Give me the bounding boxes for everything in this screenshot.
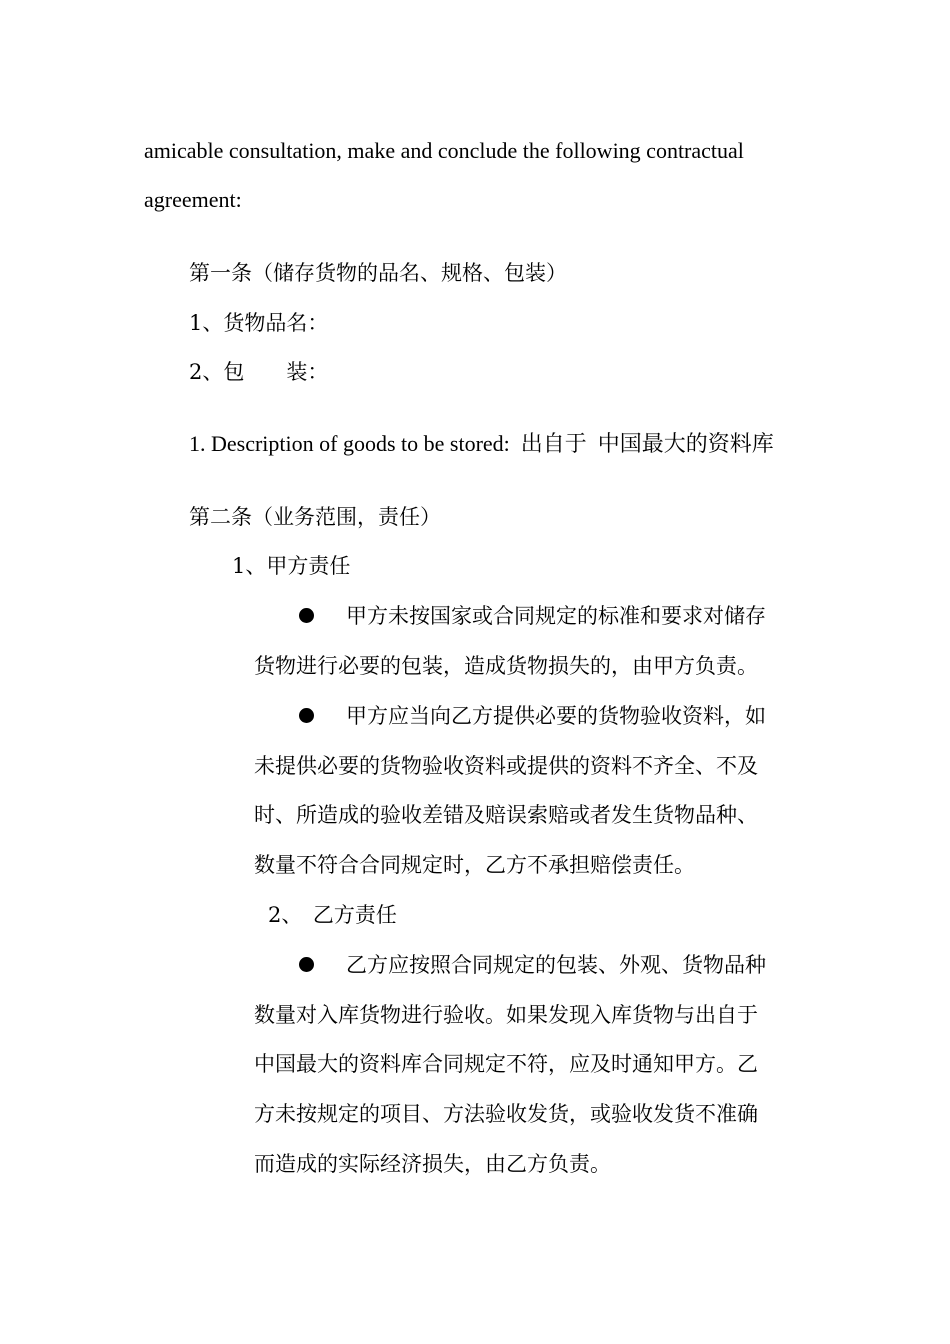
party-b-bullet-1-line-1: 乙方应按照合同规定的包装、外观、货物品种 (346, 953, 766, 977)
article-1-heading: 第一条（储存货物的品名、规格、包装） (189, 261, 567, 285)
party-a-bullet-1-line-1: 甲方未按国家或合同规定的标准和要求对储存 (346, 604, 766, 628)
article-1-item-1: 1、货物品名： (189, 311, 329, 335)
article-1-english: 1. Description of goods to be stored: 出自于 中国最大的资料库 (189, 431, 774, 456)
party-b-bullet-1-line-5: 而造成的实际经济损失，由乙方负责。 (254, 1152, 611, 1176)
bullet-icon (299, 608, 314, 623)
article-2-heading: 第二条（业务范围，责任） (189, 505, 441, 529)
party-a-heading: 1、甲方责任 (232, 554, 351, 578)
bullet-icon (299, 708, 314, 723)
party-b-bullet-1-line-3: 中国最大的资料库合同规定不符，应及时通知甲方。乙 (254, 1052, 758, 1076)
intro-line-2: agreement: (144, 187, 242, 212)
party-b-heading: 2、 乙方责任 (268, 903, 397, 927)
party-a-bullet-2-line-1: 甲方应当向乙方提供必要的货物验收资料，如 (346, 704, 766, 728)
party-b-bullet-1-line-2: 数量对入库货物进行验收。如果发现入库货物与出自于 (254, 1003, 758, 1027)
party-a-bullet-1-line-2: 货物进行必要的包装，造成货物损失的，由甲方负责。 (254, 654, 758, 678)
party-a-bullet-2-line-4: 数量不符合合同规定时，乙方不承担赔偿责任。 (254, 853, 695, 877)
article-1-item-2: 2、包 装： (189, 360, 329, 384)
party-b-bullet-1-line-4: 方未按规定的项目、方法验收发货，或验收发货不准确 (254, 1102, 758, 1126)
party-a-bullet-2-line-3: 时、所造成的验收差错及赔误索赔或者发生货物品种、 (254, 803, 758, 827)
bullet-icon (299, 957, 314, 972)
intro-line-1: amicable consultation, make and conclude the following contractual (144, 138, 744, 163)
party-a-bullet-2-line-2: 未提供必要的货物验收资料或提供的资料不齐全、不及 (254, 754, 758, 778)
